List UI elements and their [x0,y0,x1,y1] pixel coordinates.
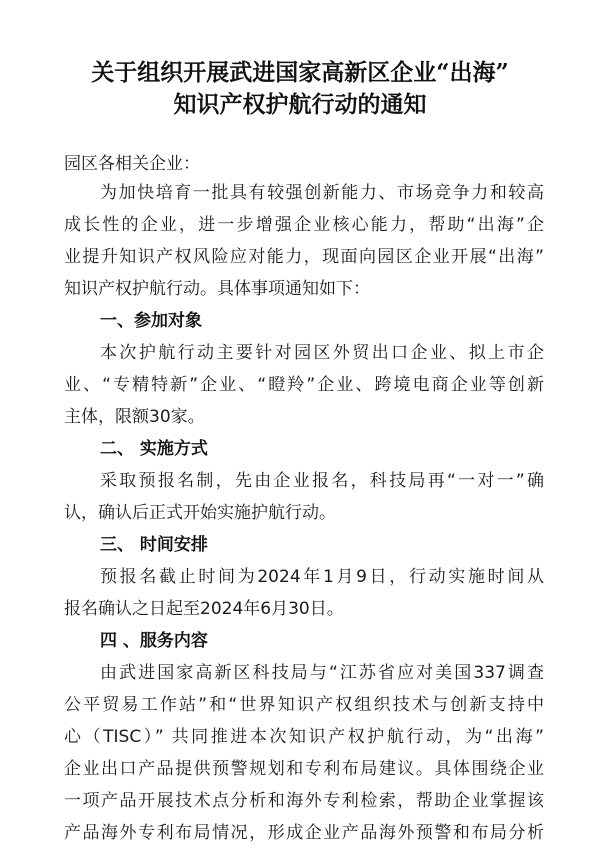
section-1-heading: 一、参加对象 [100,311,202,331]
section-1-line: 业、“专精特新”企业、“瞪羚”企业、跨境电商企业等创新 [64,375,544,395]
intro-line: 知识产权护航行动。具体事项通知如下： [64,279,370,299]
section-2-heading: 二、 实施方式 [100,439,208,459]
section-4-line: 一项产品开展技术点分析和海外专利检索，帮助企业掌握该 [64,791,544,811]
salutation: 园区各相关企业： [64,154,200,174]
section-4-line: 由武进国家高新区科技局与“江苏省应对美国337调查 [100,663,544,683]
section-4-line: 心（TISC）” 共同推进本次知识产权护航行动，为“出海” [64,727,544,747]
section-4-line: 产品海外专利布局情况，形成企业产品海外预警和布局分析 [64,823,544,843]
section-4-line: 公平贸易工作站”和“世界知识产权组织技术与创新支持中 [64,695,544,715]
section-3-line: 预报名截止时间为2024年1月9日，行动实施时间从 [100,567,544,587]
section-2-line: 采取预报名制，先由企业报名，科技局再“一对一”确 [100,471,544,491]
section-1-line: 本次护航行动主要针对园区外贸出口企业、拟上市企 [100,343,544,363]
section-3-heading: 三、 时间安排 [100,535,208,555]
document-title-line-1: 关于组织开展武进国家高新区企业“出海” [91,59,509,86]
intro-line: 为加快培育一批具有较强创新能力、市场竞争力和较高 [100,183,544,203]
intro-line: 业提升知识产权风险应对能力，现面向园区企业开展“出海” [64,247,544,267]
section-4-line: 企业出口产品提供预警规划和专利布局建议。具体围绕企业 [64,759,544,779]
section-2-line: 认，确认后正式开始实施护航行动。 [64,503,336,523]
section-3-line: 报名确认之日起至2024年6月30日。 [64,599,344,619]
section-4-heading: 四 、服务内容 [100,631,208,651]
section-1-line: 主体，限额30家。 [64,407,205,427]
intro-line: 成长性的企业，进一步增强企业核心能力，帮助“出海”企 [64,215,544,235]
document-title-line-2: 知识产权护航行动的通知 [173,91,427,118]
